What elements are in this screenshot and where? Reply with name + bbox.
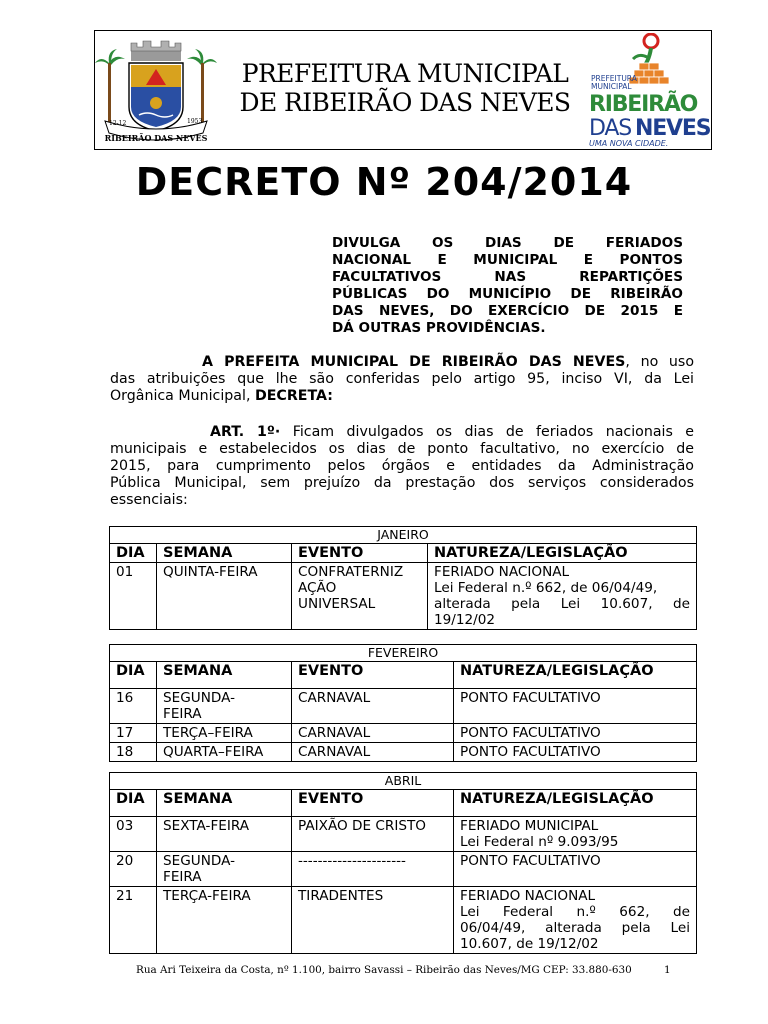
cell-dia: 16: [110, 689, 157, 724]
cell-natureza: [454, 887, 697, 954]
cell-line: FEIRA: [163, 869, 202, 885]
col-header-dia: DIA: [110, 790, 157, 817]
article-1-paragraph: [110, 424, 694, 509]
cell-line: Lei Federal n.º 662, de 06/04/49,: [434, 580, 658, 596]
cell-semana: [157, 689, 292, 724]
cell-natureza: PONTO FACULTATIVO: [454, 689, 697, 724]
letterhead-title-line2: DE RIBEIRÃO DAS NEVES: [239, 88, 571, 117]
page-number: 1: [664, 964, 671, 976]
cell-line: FERIADO NACIONAL: [434, 564, 570, 580]
cell-line: FERIADO NACIONAL: [460, 888, 596, 904]
ribeirao-das-neves-logo-icon: [589, 33, 711, 149]
preamble-line3: Orgânica Municipal,: [110, 388, 255, 404]
crest-city-name: RIBEIRÃO DAS NEVES: [104, 133, 208, 143]
preamble-paragraph: [110, 354, 694, 405]
cell-dia: 01: [110, 563, 157, 630]
letterhead-title-line1: PREFEITURA MUNICIPAL: [241, 59, 569, 88]
cell-natureza: [454, 817, 697, 852]
cell-line: FERIADO MUNICIPAL: [460, 818, 599, 834]
cell-dia: 18: [110, 743, 157, 762]
decree-title: DECRETO Nº 204/2014: [135, 160, 633, 204]
col-header-evento: EVENTO: [292, 662, 454, 689]
article-1-line2: municipais e estabelecidos os dias de ponto facultativo, no exercício de: [110, 441, 694, 457]
col-header-semana: SEMANA: [157, 544, 292, 563]
footer-address: Rua Ari Teixeira da Costa, nº 1.100, bairro Savassi – Ribeirão das Neves/MG CEP: 33.880-630: [136, 964, 632, 976]
col-header-semana: SEMANA: [157, 662, 292, 689]
col-header-semana: SEMANA: [157, 790, 292, 817]
logo-big-line2b: NEVES: [635, 116, 711, 141]
col-header-dia: DIA: [110, 662, 157, 689]
cell-evento: ----------------------: [292, 852, 454, 887]
cell-dia: 21: [110, 887, 157, 954]
col-header-natureza: NATUREZA/LEGISLAÇÃO: [428, 544, 697, 563]
table-row: [110, 724, 697, 743]
cell-line: FEIRA: [163, 706, 202, 722]
cell-semana: QUINTA-FEIRA: [157, 563, 292, 630]
month-caption: ABRIL: [110, 773, 697, 790]
table-row: [110, 743, 697, 762]
cell-line: SEGUNDA-: [163, 690, 236, 706]
summary-line: FACULTATIVOS NAS REPARTIÇÕES: [332, 269, 683, 285]
summary-line: DAS NEVES, DO EXERCÍCIO DE 2015 E: [332, 303, 683, 319]
logo-small-line2: MUNICIPAL: [591, 82, 632, 91]
logo-slogan: UMA NOVA CIDADE.: [589, 139, 669, 148]
preamble-line1-rest: , no uso: [625, 354, 694, 370]
logo-big-line2a: DAS: [589, 116, 631, 141]
letterhead: [94, 30, 712, 150]
cell-evento: CARNAVAL: [292, 689, 454, 724]
article-1-line3: 2015, para cumprimento pelos órgãos e entidades da Administração: [110, 458, 694, 474]
cell-natureza: PONTO FACULTATIVO: [454, 743, 697, 762]
cell-evento: [292, 563, 428, 630]
month-caption: JANEIRO: [110, 527, 697, 544]
cell-natureza: PONTO FACULTATIVO: [454, 724, 697, 743]
decree-summary: [332, 235, 683, 337]
table-janeiro: [109, 526, 697, 630]
table-row: [110, 887, 697, 954]
cell-semana: TERÇA–FEIRA: [157, 724, 292, 743]
article-1-line1: Ficam divulgados os dias de feriados nacionais e: [280, 424, 695, 440]
cell-dia: 17: [110, 724, 157, 743]
municipal-crest-icon: [95, 33, 217, 149]
article-1-label: ART. 1º·: [210, 424, 281, 440]
cell-semana: QUARTA–FEIRA: [157, 743, 292, 762]
cell-line: UNIVERSAL: [298, 596, 376, 612]
cell-semana: [157, 852, 292, 887]
cell-evento: CARNAVAL: [292, 724, 454, 743]
col-header-evento: EVENTO: [292, 544, 428, 563]
summary-line: PÚBLICAS DO MUNICÍPIO DE RIBEIRÃO: [332, 286, 683, 302]
cell-line: Lei Federal n.º 662, de: [460, 904, 690, 920]
table-row: [110, 852, 697, 887]
table-row: [110, 689, 697, 724]
cell-line: AÇÃO: [298, 580, 337, 596]
cell-dia: 03: [110, 817, 157, 852]
crest-year-right: 1953: [187, 118, 203, 125]
cell-natureza: [428, 563, 697, 630]
preamble-bold: A PREFEITA MUNICIPAL DE RIBEIRÃO DAS NEVES: [202, 354, 626, 370]
cell-evento: CARNAVAL: [292, 743, 454, 762]
col-header-natureza: NATUREZA/LEGISLAÇÃO: [454, 662, 697, 689]
cell-line: 19/12/02: [434, 612, 496, 628]
col-header-natureza: NATUREZA/LEGISLAÇÃO: [454, 790, 697, 817]
summary-line: DÁ OUTRAS PROVIDÊNCIAS.: [332, 320, 546, 336]
logo-small-line1: PREFEITURA: [591, 74, 637, 83]
table-abril: [109, 772, 697, 954]
table-row: [110, 817, 697, 852]
logo-big-line1: RIBEIRÃO: [589, 92, 698, 117]
preamble-decreta: DECRETA:: [254, 388, 333, 404]
cell-line: CONFRATERNIZ: [298, 564, 404, 580]
summary-line: DIVULGA OS DIAS DE FERIADOS: [332, 235, 683, 251]
cell-line: alterada pela Lei 10.607, de: [434, 596, 690, 612]
cell-semana: TERÇA-FEIRA: [157, 887, 292, 954]
letterhead-title: [225, 59, 585, 117]
month-caption: FEVEREIRO: [110, 645, 697, 662]
crest-year-left: 12-12: [109, 120, 127, 127]
article-1-line4: Pública Municipal, sem prejuízo da prestação dos serviços considerados: [110, 475, 694, 491]
table-row: [110, 563, 697, 630]
col-header-dia: DIA: [110, 544, 157, 563]
preamble-line2: das atribuições que lhe são conferidas pelo artigo 95, inciso VI, da Lei: [110, 371, 694, 387]
article-1-line5: essenciais:: [110, 492, 188, 508]
cell-evento: TIRADENTES: [292, 887, 454, 954]
cell-line: SEGUNDA-: [163, 853, 236, 869]
col-header-evento: EVENTO: [292, 790, 454, 817]
cell-dia: 20: [110, 852, 157, 887]
cell-line: Lei Federal nº 9.093/95: [460, 834, 619, 850]
cell-evento: PAIXÃO DE CRISTO: [292, 817, 454, 852]
cell-semana: SEXTA-FEIRA: [157, 817, 292, 852]
cell-natureza: PONTO FACULTATIVO: [454, 852, 697, 887]
table-fevereiro: [109, 644, 697, 762]
cell-line: 06/04/49, alterada pela Lei: [460, 920, 690, 936]
cell-line: 10.607, de 19/12/02: [460, 936, 599, 952]
summary-line: NACIONAL E MUNICIPAL E PONTOS: [332, 252, 683, 268]
